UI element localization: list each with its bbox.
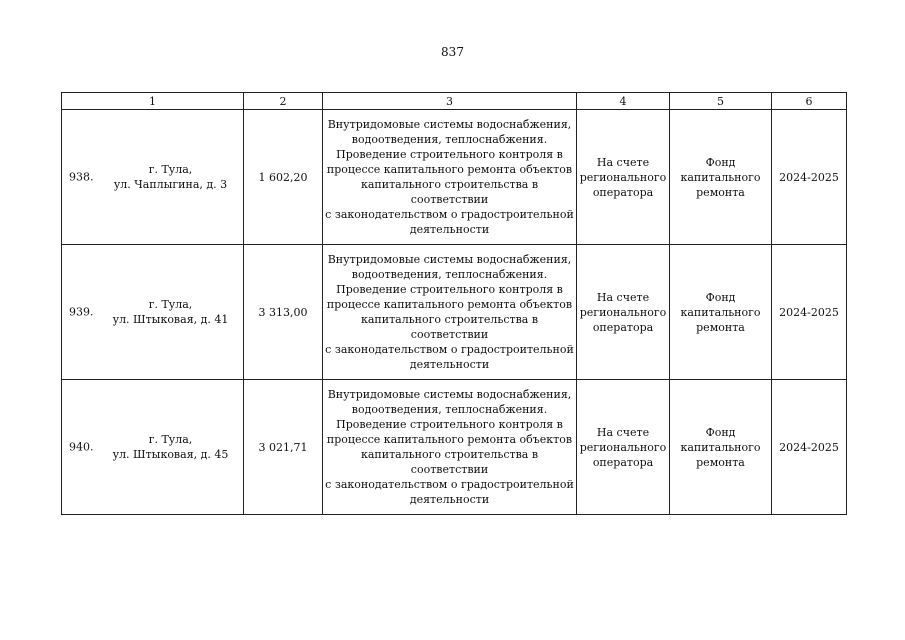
column-header: 4 xyxy=(577,93,670,110)
address xyxy=(102,162,239,192)
work-description-cell: Внутридомовые системы водоснабжения, водоотведения, теплоснабжения. Проведение строительного контроля в процессе капитального ремонта объектов капитального строительства в соответствии с законодательством о градостроительной деятельности xyxy=(323,110,577,245)
address xyxy=(102,297,239,327)
address-cell xyxy=(62,110,244,245)
page-number: 837 xyxy=(441,45,464,59)
fund-cell: Фонд капитального ремонта xyxy=(670,245,772,380)
address-street: ул. Чаплыгина, д. 3 xyxy=(113,178,228,191)
column-header: 6 xyxy=(772,93,847,110)
cost-cell: 3 313,00 xyxy=(244,245,323,380)
period-cell: 2024-2025 xyxy=(772,110,847,245)
account-cell: На счете регионального оператора xyxy=(577,110,670,245)
cost-cell: 1 602,20 xyxy=(244,110,323,245)
cost-cell: 3 021,71 xyxy=(244,380,323,515)
fund-cell: Фонд капитального ремонта xyxy=(670,110,772,245)
period-cell: 2024-2025 xyxy=(772,380,847,515)
address-cell xyxy=(62,245,244,380)
table-header-row xyxy=(62,93,847,110)
account-cell: На счете регионального оператора xyxy=(577,380,670,515)
column-header: 3 xyxy=(323,93,577,110)
column-header: 2 xyxy=(244,93,323,110)
address-city: г. Тула, xyxy=(148,298,193,311)
capital-repair-table xyxy=(61,92,847,515)
address-street: ул. Штыковая, д. 45 xyxy=(112,448,229,461)
address xyxy=(102,432,239,462)
address-city: г. Тула, xyxy=(148,163,193,176)
table-row xyxy=(62,380,847,515)
fund-cell: Фонд капитального ремонта xyxy=(670,380,772,515)
row-number: 938. xyxy=(69,170,94,184)
address-street: ул. Штыковая, д. 41 xyxy=(112,313,229,326)
table-row xyxy=(62,110,847,245)
period-cell: 2024-2025 xyxy=(772,245,847,380)
work-description-cell: Внутридомовые системы водоснабжения, водоотведения, теплоснабжения. Проведение строительного контроля в процессе капитального ремонта объектов капитального строительства в соответствии с законодательством о градостроительной деятельности xyxy=(323,245,577,380)
row-number: 939. xyxy=(69,305,94,319)
row-number: 940. xyxy=(69,440,94,454)
work-description-cell: Внутридомовые системы водоснабжения, водоотведения, теплоснабжения. Проведение строительного контроля в процессе капитального ремонта объектов капитального строительства в соответствии с законодательством о градостроительной деятельности xyxy=(323,380,577,515)
address-cell xyxy=(62,380,244,515)
address-city: г. Тула, xyxy=(148,433,193,446)
table-row xyxy=(62,245,847,380)
column-header: 1 xyxy=(62,93,244,110)
account-cell: На счете регионального оператора xyxy=(577,245,670,380)
column-header: 5 xyxy=(670,93,772,110)
